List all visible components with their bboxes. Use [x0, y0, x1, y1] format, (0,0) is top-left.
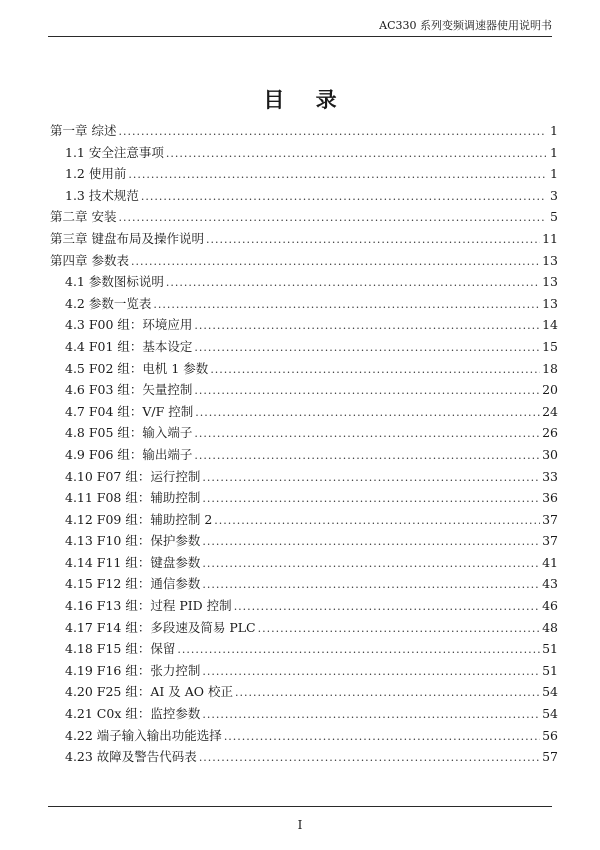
toc-entry-label: 4.23 故障及警告代码表: [65, 749, 197, 765]
dot-leader: [131, 251, 540, 273]
toc-entry-label: 4.17 F14 组：多段速及简易 PLC: [65, 619, 256, 635]
toc-entry-label: 4.18 F15 组：保留: [65, 641, 176, 657]
toc-entry-page: 1: [550, 144, 558, 160]
toc-entry-page: 51: [542, 641, 558, 657]
dot-leader: [141, 186, 546, 208]
toc-entry-label: 第四章 参数表: [50, 252, 129, 268]
toc-entry-page: 11: [542, 230, 558, 246]
toc-entry-page: 26: [542, 425, 558, 441]
toc-entry-page: 1: [550, 123, 558, 138]
dot-leader: [128, 164, 546, 186]
toc-entry-page: 18: [542, 360, 558, 376]
toc-section-entry[interactable]: [50, 703, 558, 725]
toc-section-entry[interactable]: [50, 444, 558, 466]
toc-entry-label: 4.7 F04 组：V/F 控制: [65, 403, 194, 419]
toc-entry-label: 4.11 F08 组：辅助控制: [65, 490, 201, 506]
dot-leader: [214, 510, 540, 532]
dot-leader: [202, 553, 540, 575]
toc-entry-page: 1: [550, 166, 558, 182]
toc-section-entry[interactable]: [50, 638, 558, 660]
toc-section-entry[interactable]: [50, 271, 558, 293]
toc-entry-label: 4.21 C0x 组：监控参数: [65, 706, 201, 722]
toc-section-entry[interactable]: [50, 336, 558, 358]
toc-entry-page: 14: [542, 317, 558, 333]
toc-section-entry[interactable]: [50, 422, 558, 444]
toc-section-entry[interactable]: [50, 163, 558, 185]
toc-section-entry[interactable]: [50, 358, 558, 380]
toc-entry-page: 51: [542, 662, 558, 678]
toc-entry-label: 4.13 F10 组：保护参数: [65, 533, 201, 549]
toc-entry-label: 4.4 F01 组：基本设定: [65, 338, 193, 354]
toc-entry-page: 37: [542, 533, 558, 549]
toc-entry-page: 41: [542, 554, 558, 570]
toc-entry-page: 33: [542, 468, 558, 484]
header-rule: [48, 36, 552, 37]
toc-entry-page: 48: [542, 619, 558, 635]
dot-leader: [202, 704, 540, 726]
dot-leader: [235, 682, 540, 704]
toc-entry-page: 57: [542, 749, 558, 765]
toc-chapter-entry[interactable]: [50, 250, 558, 272]
dot-leader: [234, 596, 540, 618]
toc-section-entry[interactable]: [50, 725, 558, 747]
dot-leader: [210, 359, 540, 381]
toc-entry-label: 4.12 F09 组：辅助控制 2: [65, 511, 213, 527]
page-number: I: [297, 818, 303, 832]
dot-leader: [206, 229, 540, 251]
dot-leader: [153, 294, 540, 316]
dot-leader: [202, 661, 540, 683]
toc-section-entry[interactable]: [50, 401, 558, 423]
toc-entry-label: 4.2 参数一览表: [65, 295, 152, 311]
toc-entry-label: 4.9 F06 组：输出端子: [65, 446, 193, 462]
toc-section-entry[interactable]: [50, 681, 558, 703]
dot-leader: [177, 639, 540, 661]
dot-leader: [194, 337, 540, 359]
toc-entry-page: 13: [542, 252, 558, 268]
footer-rule: [48, 806, 552, 807]
toc-entry-label: 4.22 端子输入输出功能选择: [65, 727, 222, 743]
toc-title: 目 录: [263, 87, 349, 112]
toc-entry-page: 3: [550, 187, 558, 203]
toc-chapter-entry[interactable]: [50, 120, 558, 142]
toc-entry-page: 30: [542, 446, 558, 462]
toc-entry-page: 54: [542, 684, 558, 700]
toc-chapter-entry[interactable]: [50, 206, 558, 228]
toc-entry-label: 4.19 F16 组：张力控制: [65, 662, 201, 678]
toc-entry-label: 4.15 F12 组：通信参数: [65, 576, 201, 592]
toc-entry-label: 4.10 F07 组：运行控制: [65, 468, 201, 484]
toc-entry-label: 第三章 键盘布局及操作说明: [50, 230, 204, 246]
toc-entry-page: 46: [542, 598, 558, 614]
toc-entry-label: 第一章 综述: [50, 123, 117, 138]
toc-section-entry[interactable]: [50, 487, 558, 509]
dot-leader: [202, 467, 540, 489]
dot-leader: [194, 315, 540, 337]
dot-leader: [118, 121, 546, 143]
toc-section-entry[interactable]: [50, 617, 558, 639]
toc-section-entry[interactable]: [50, 314, 558, 336]
table-of-contents: [50, 120, 558, 768]
toc-entry-label: 第二章 安装: [50, 209, 117, 225]
toc-chapter-entry[interactable]: [50, 228, 558, 250]
dot-leader: [166, 143, 546, 165]
dot-leader: [166, 272, 540, 294]
dot-leader: [195, 402, 540, 424]
toc-section-entry[interactable]: [50, 185, 558, 207]
dot-leader: [194, 423, 540, 445]
toc-section-entry[interactable]: [50, 293, 558, 315]
toc-section-entry[interactable]: [50, 509, 558, 531]
toc-entry-label: 4.20 F25 组：AI 及 AO 校正: [65, 684, 234, 700]
toc-entry-page: 15: [542, 338, 558, 354]
page-footer: [48, 806, 552, 846]
dot-leader: [224, 726, 540, 748]
toc-section-entry[interactable]: [50, 466, 558, 488]
dot-leader: [199, 747, 540, 769]
toc-entry-page: 36: [542, 490, 558, 506]
page-header: [48, 0, 552, 38]
toc-entry-page: 54: [542, 706, 558, 722]
toc-entry-label: 4.8 F05 组：输入端子: [65, 425, 193, 441]
toc-section-entry[interactable]: [50, 530, 558, 552]
toc-entry-label: 1.1 安全注意事项: [65, 144, 164, 160]
toc-entry-label: 4.6 F03 组：矢量控制: [65, 382, 193, 398]
toc-entry-label: 1.3 技术规范: [65, 187, 139, 203]
toc-entry-page: 13: [542, 295, 558, 311]
dot-leader: [202, 488, 540, 510]
toc-section-entry[interactable]: [50, 552, 558, 574]
toc-section-entry[interactable]: [50, 660, 558, 682]
dot-leader: [258, 618, 540, 640]
toc-section-entry[interactable]: [50, 379, 558, 401]
toc-entry-page: 13: [542, 274, 558, 290]
toc-section-entry[interactable]: [50, 573, 558, 595]
toc-entry-label: 4.5 F02 组：电机 1 参数: [65, 360, 209, 376]
toc-entry-page: 24: [542, 403, 558, 419]
toc-entry-label: 4.14 F11 组：键盘参数: [65, 554, 201, 570]
running-title: AC330 系列变频调速器使用说明书: [379, 19, 552, 32]
toc-entry-label: 4.1 参数图标说明: [65, 274, 164, 290]
toc-entry-page: 43: [542, 576, 558, 592]
toc-entry-page: 20: [542, 382, 558, 398]
dot-leader: [194, 445, 540, 467]
toc-entry-page: 37: [542, 511, 558, 527]
toc-section-entry[interactable]: [50, 142, 558, 164]
dot-leader: [202, 574, 540, 596]
toc-section-entry[interactable]: [50, 595, 558, 617]
toc-entry-label: 1.2 使用前: [65, 166, 127, 182]
toc-entry-label: 4.16 F13 组：过程 PID 控制: [65, 598, 232, 614]
dot-leader: [202, 531, 540, 553]
toc-section-entry[interactable]: [50, 746, 558, 768]
dot-leader: [118, 207, 546, 229]
toc-entry-page: 56: [542, 727, 558, 743]
toc-entry-page: 5: [550, 209, 558, 225]
toc-entry-label: 4.3 F00 组：环境应用: [65, 317, 193, 333]
dot-leader: [194, 380, 540, 402]
